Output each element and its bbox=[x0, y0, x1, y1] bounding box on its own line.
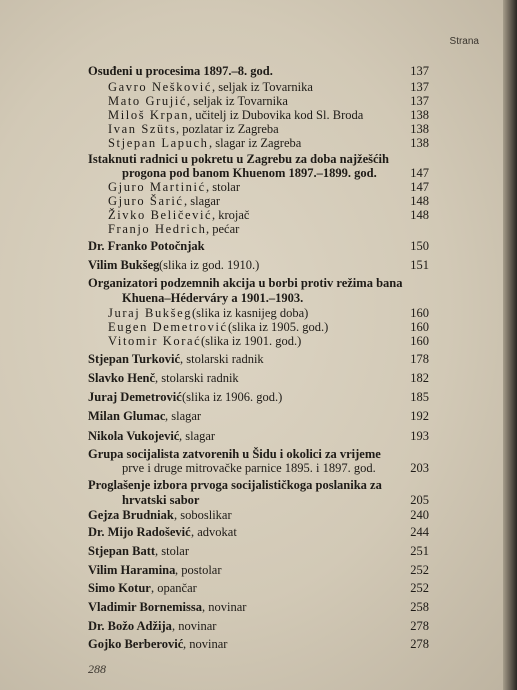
list-item bbox=[0, 239, 517, 254]
entry-title: Vilim Haramina bbox=[88, 563, 176, 577]
entry-description: (slika iz 1906. god.) bbox=[182, 390, 283, 404]
entry-title: Dr. Božo Adžija bbox=[88, 619, 172, 633]
list-item bbox=[0, 108, 517, 123]
entry-description: , seljak iz Tovarnika bbox=[187, 94, 288, 108]
list-item bbox=[0, 306, 517, 321]
entry-page-number: 185 bbox=[410, 390, 429, 404]
entry-title: Milan Glumac bbox=[88, 409, 166, 423]
entry-page-number: 178 bbox=[410, 352, 429, 366]
list-item bbox=[0, 80, 517, 95]
entry-page-number: 160 bbox=[410, 334, 429, 348]
list-item bbox=[0, 563, 517, 578]
list-item bbox=[0, 352, 517, 367]
entry-description: , stolarski radnik bbox=[155, 371, 239, 385]
entry-title: Gejza Brudniak bbox=[88, 508, 174, 522]
entry-name: Gjuro Šarić bbox=[108, 194, 184, 208]
list-item bbox=[0, 390, 517, 405]
entry-page-number: 138 bbox=[410, 122, 429, 136]
column-header: Strana bbox=[449, 36, 479, 47]
entry-page-number: 138 bbox=[410, 108, 429, 122]
entry-page-number: 147 bbox=[410, 180, 429, 194]
entry-title: Grupa socijalista zatvorenih u Šidu i okolici za vrijeme bbox=[88, 447, 381, 461]
entry-name: Vitomir Korać bbox=[108, 334, 202, 348]
entry-page-number: 137 bbox=[410, 64, 429, 78]
list-item bbox=[0, 619, 517, 634]
entry-name: Gavro Nešković bbox=[108, 80, 212, 94]
list-item bbox=[0, 637, 517, 652]
list-item bbox=[0, 600, 517, 615]
entry-title: prve i druge mitrovačke parnice 1895. i 1897. god. bbox=[122, 461, 376, 475]
entry-description: , soboslikar bbox=[174, 508, 232, 522]
entry-page-number: 137 bbox=[410, 80, 429, 94]
entry-title: Stjepan Turković bbox=[88, 352, 181, 366]
list-item bbox=[0, 581, 517, 596]
list-item bbox=[0, 136, 517, 151]
list-item bbox=[0, 94, 517, 109]
list-item bbox=[0, 371, 517, 386]
entry-description: , novinar bbox=[183, 637, 228, 651]
entry-description: , stolarski radnik bbox=[180, 352, 264, 366]
entry-description: , novinar bbox=[172, 619, 217, 633]
list-item bbox=[0, 508, 517, 523]
entry-title: Osuđeni u procesima 1897.–8. god. bbox=[88, 64, 273, 78]
entry-title: Dr. Franko Potočnjak bbox=[88, 239, 205, 253]
list-item bbox=[0, 461, 517, 476]
list-item bbox=[0, 291, 517, 306]
entry-page-number: 182 bbox=[410, 371, 429, 385]
list-item bbox=[0, 208, 517, 223]
entry-title: Nikola Vukojević bbox=[88, 429, 180, 443]
entry-page-number: 150 bbox=[410, 239, 429, 253]
entry-description: , pećar bbox=[206, 222, 240, 236]
list-item bbox=[0, 334, 517, 349]
entry-description: , stolar bbox=[155, 544, 190, 558]
entry-page-number: 278 bbox=[410, 619, 429, 633]
list-item bbox=[0, 122, 517, 137]
entry-page-number: 252 bbox=[410, 563, 429, 577]
entry-page-number: 160 bbox=[410, 306, 429, 320]
entry-title: Juraj Demetrović bbox=[88, 390, 182, 404]
entry-description: , učitelj iz Dubovika kod Sl. Broda bbox=[189, 108, 364, 122]
entry-title: Vladimir Bornemissa bbox=[88, 600, 203, 614]
entry-title: progona pod banom Khuenom 1897.–1899. god. bbox=[122, 166, 377, 180]
entry-page-number: 278 bbox=[410, 637, 429, 651]
entry-name: Mato Grujić bbox=[108, 94, 188, 108]
entry-description: (slika iz 1905. god.) bbox=[228, 320, 329, 334]
entry-title: Istaknuti radnici u pokretu u Zagrebu za doba najžešćih bbox=[88, 152, 389, 166]
list-item bbox=[0, 166, 517, 181]
entry-name: Franjo Hedrich bbox=[108, 222, 207, 236]
list-item bbox=[0, 64, 517, 79]
entry-description: , advokat bbox=[191, 525, 237, 539]
entry-description: , slagar iz Zagreba bbox=[209, 136, 302, 150]
entry-page-number: 258 bbox=[410, 600, 429, 614]
list-item bbox=[0, 493, 517, 508]
list-item bbox=[0, 180, 517, 195]
entry-title: Khuena–Héderváry a 1901.–1903. bbox=[122, 291, 304, 305]
list-item bbox=[0, 525, 517, 540]
entry-page-number: 252 bbox=[410, 581, 429, 595]
entry-name: Juraj Bukšeg bbox=[108, 306, 193, 320]
entry-description: , postolar bbox=[175, 563, 222, 577]
list-item bbox=[0, 320, 517, 335]
entry-description: (slika iz kasnijeg doba) bbox=[192, 306, 309, 320]
entry-page-number: 160 bbox=[410, 320, 429, 334]
entry-title: Proglašenje izbora prvoga socijalističkoga poslanika za bbox=[88, 478, 382, 492]
entry-description: , slagar bbox=[179, 429, 216, 443]
entry-name: Miloš Krpan bbox=[108, 108, 190, 122]
entry-description: , novinar bbox=[202, 600, 247, 614]
entry-description: , krojač bbox=[212, 208, 250, 222]
entry-name: Eugen Demetrović bbox=[108, 320, 228, 334]
entry-description: , pozlatar iz Zagreba bbox=[176, 122, 279, 136]
entry-description: (slika iz god. 1910.) bbox=[159, 258, 260, 272]
entry-name: Gjuro Martinić bbox=[108, 180, 206, 194]
entry-title: Gojko Berberović bbox=[88, 637, 184, 651]
entry-page-number: 148 bbox=[410, 208, 429, 222]
entry-page-number: 147 bbox=[410, 166, 429, 180]
list-item bbox=[0, 409, 517, 424]
entry-page-number: 138 bbox=[410, 136, 429, 150]
entry-name: Živko Beličević bbox=[108, 208, 213, 222]
entry-page-number: 192 bbox=[410, 409, 429, 423]
page-number: 288 bbox=[88, 662, 106, 676]
entry-description: , stolar bbox=[206, 180, 241, 194]
list-item bbox=[0, 478, 517, 493]
entry-page-number: 205 bbox=[410, 493, 429, 507]
entry-page-number: 251 bbox=[410, 544, 429, 558]
entry-title: Simo Kotur bbox=[88, 581, 151, 595]
entry-description: , slagar bbox=[165, 409, 202, 423]
entry-description: , slagar bbox=[184, 194, 221, 208]
entry-page-number: 193 bbox=[410, 429, 429, 443]
entry-description: , seljak iz Tovarnika bbox=[212, 80, 313, 94]
list-item bbox=[0, 152, 517, 167]
entry-page-number: 244 bbox=[410, 525, 429, 539]
entry-page-number: 203 bbox=[410, 461, 429, 475]
entry-name: Ivan Szüts bbox=[108, 122, 177, 136]
entry-description: , opančar bbox=[151, 581, 197, 595]
entry-title: hrvatski sabor bbox=[122, 493, 200, 507]
entry-page-number: 240 bbox=[410, 508, 429, 522]
entry-page-number: 148 bbox=[410, 194, 429, 208]
entry-page-number: 151 bbox=[410, 258, 429, 272]
entry-title: Slavko Henč bbox=[88, 371, 156, 385]
entry-description: (slika iz 1901. god.) bbox=[201, 334, 302, 348]
list-item bbox=[0, 194, 517, 209]
entry-page-number: 137 bbox=[410, 94, 429, 108]
list-item bbox=[0, 429, 517, 444]
list-item bbox=[0, 544, 517, 559]
entry-title: Organizatori podzemnih akcija u borbi protiv režima bana bbox=[88, 276, 403, 290]
entry-title: Vilim Bukšeg bbox=[88, 258, 160, 272]
list-item bbox=[0, 276, 517, 291]
entry-title: Dr. Mijo Radošević bbox=[88, 525, 191, 539]
list-item bbox=[0, 447, 517, 462]
list-item bbox=[0, 222, 517, 237]
entry-title: Stjepan Batt bbox=[88, 544, 156, 558]
list-item bbox=[0, 258, 517, 273]
entry-name: Stjepan Lapuch bbox=[108, 136, 209, 150]
